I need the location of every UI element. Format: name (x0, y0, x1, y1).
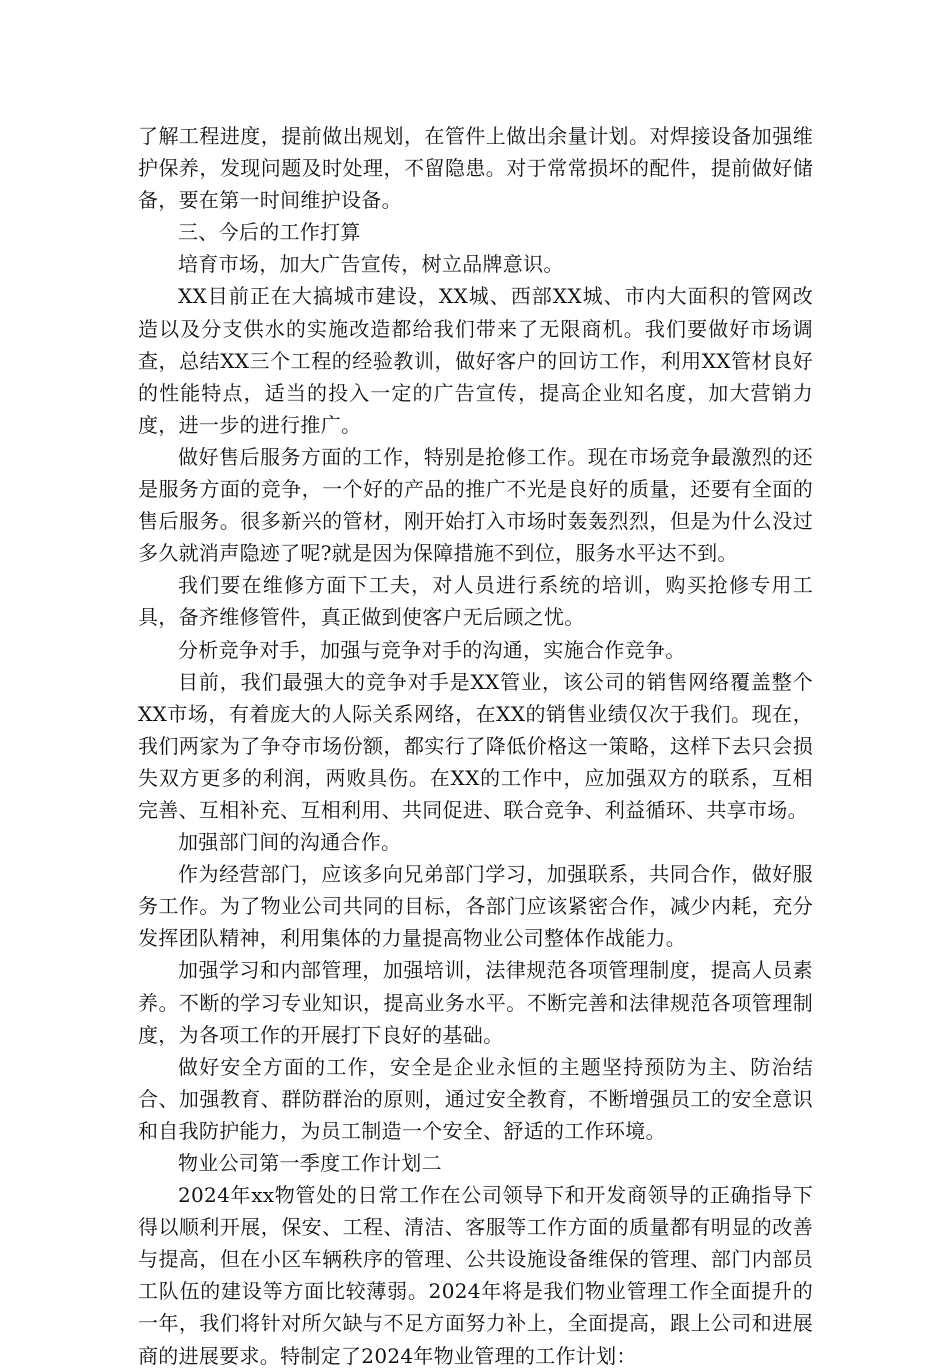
paragraph: 分析竞争对手，加强与竞争对手的沟通，实施合作竞争。 (178, 637, 686, 662)
paragraph: 了解工程进度，提前做出规划，在管件上做出余量计划。对焊接设备加强维护保养，发现问题及时处理，不留隐患。对于常常损坏的配件，提前做好储备，要在第一时间维护设备。 (138, 124, 813, 213)
paragraph: 加强学习和内部管理，加强培训，法律规范各项管理制度，提高人员素养。不断的学习专业知识，提高业务水平。不断完善和法律规范各项管理制度，为各项工作的开展打下良好的基础。 (138, 958, 813, 1047)
paragraph: 我们要在维修方面下工夫，对人员进行系统的培训，购买抢修专用工具，备齐维修管件，真正做到使客户无后顾之忧。 (138, 573, 813, 630)
document-body (138, 120, 813, 1372)
paragraph: 加强部门间的沟通合作。 (178, 830, 402, 855)
paragraph: 做好售后服务方面的工作，特别是抢修工作。现在市场竞争最激烈的还是服务方面的竞争，一个好的产品的推广不光是良好的质量，还要有全面的售后服务。很多新兴的管材，刚开始打入市场时轰轰烈烈，但是为什么没过多久就消声隐迹了呢?就是因为保障措施不到位，服务水平达不到。 (138, 444, 813, 566)
section-heading: 物业公司第一季度工作计划二 (178, 1151, 442, 1175)
paragraph: 做好安全方面的工作，安全是企业永恒的主题坚持预防为主、防治结合、加强教育、群防群治的原则，通过安全教育，不断增强员工的安全意识和自我防护能力，为员工制造一个安全、舒适的工作环境。 (138, 1054, 813, 1143)
paragraph: 培育市场，加大广告宣传，树立品牌意识。 (178, 252, 564, 277)
paragraph: XX目前正在大搞城市建设，XX城、西部XX城、市内大面积的管网改造以及分支供水的实施改造都给我们带来了无限商机。我们要做好市场调查，总结XX三个工程的经验教训，做好客户的回访工作，利用XX管材良好的性能特点，适当的投入一定的广告宣传，提高企业知名度，加大营销力度，进一步的进行推广。 (138, 284, 813, 437)
paragraph: 目前，我们最强大的竞争对手是XX管业，该公司的销售网络覆盖整个XX市场，有着庞大的人际关系网络，在XX的销售业绩仅次于我们。现在，我们两家为了争夺市场份额，都实行了降低价格这一策略，这样下去只会损失双方更多的利润，两败具伤。在XX的工作中，应加强双方的联系，互相完善、互相补充、互相利用、共同促进、联合竞争、利益循环、共享市场。 (138, 669, 813, 822)
section-heading: 三、今后的工作打算 (178, 220, 361, 245)
paragraph: 2024年xx物管处的日常工作在公司领导下和开发商领导的正确指导下得以顺利开展，保安、工程、清洁、客服等工作方面的质量都有明显的改善与提高，但在小区车辆秩序的管理、公共设施设备维保的管理、部门内部员工队伍的建设等方面比较薄弱。2024年将是我们物业管理工作全面提升的一年，我们将针对所欠缺与不足方面努力补上，全面提高，跟上公司和进展商的进展要求。特制定了2024年物业管理的工作计划： (138, 1183, 813, 1368)
paragraph: 作为经营部门，应该多向兄弟部门学习，加强联系，共同合作，做好服务工作。为了物业公司共同的目标，各部门应该紧密合作，减少内耗，充分发挥团队精神，利用集体的力量提高物业公司整体作战能力。 (138, 862, 813, 951)
